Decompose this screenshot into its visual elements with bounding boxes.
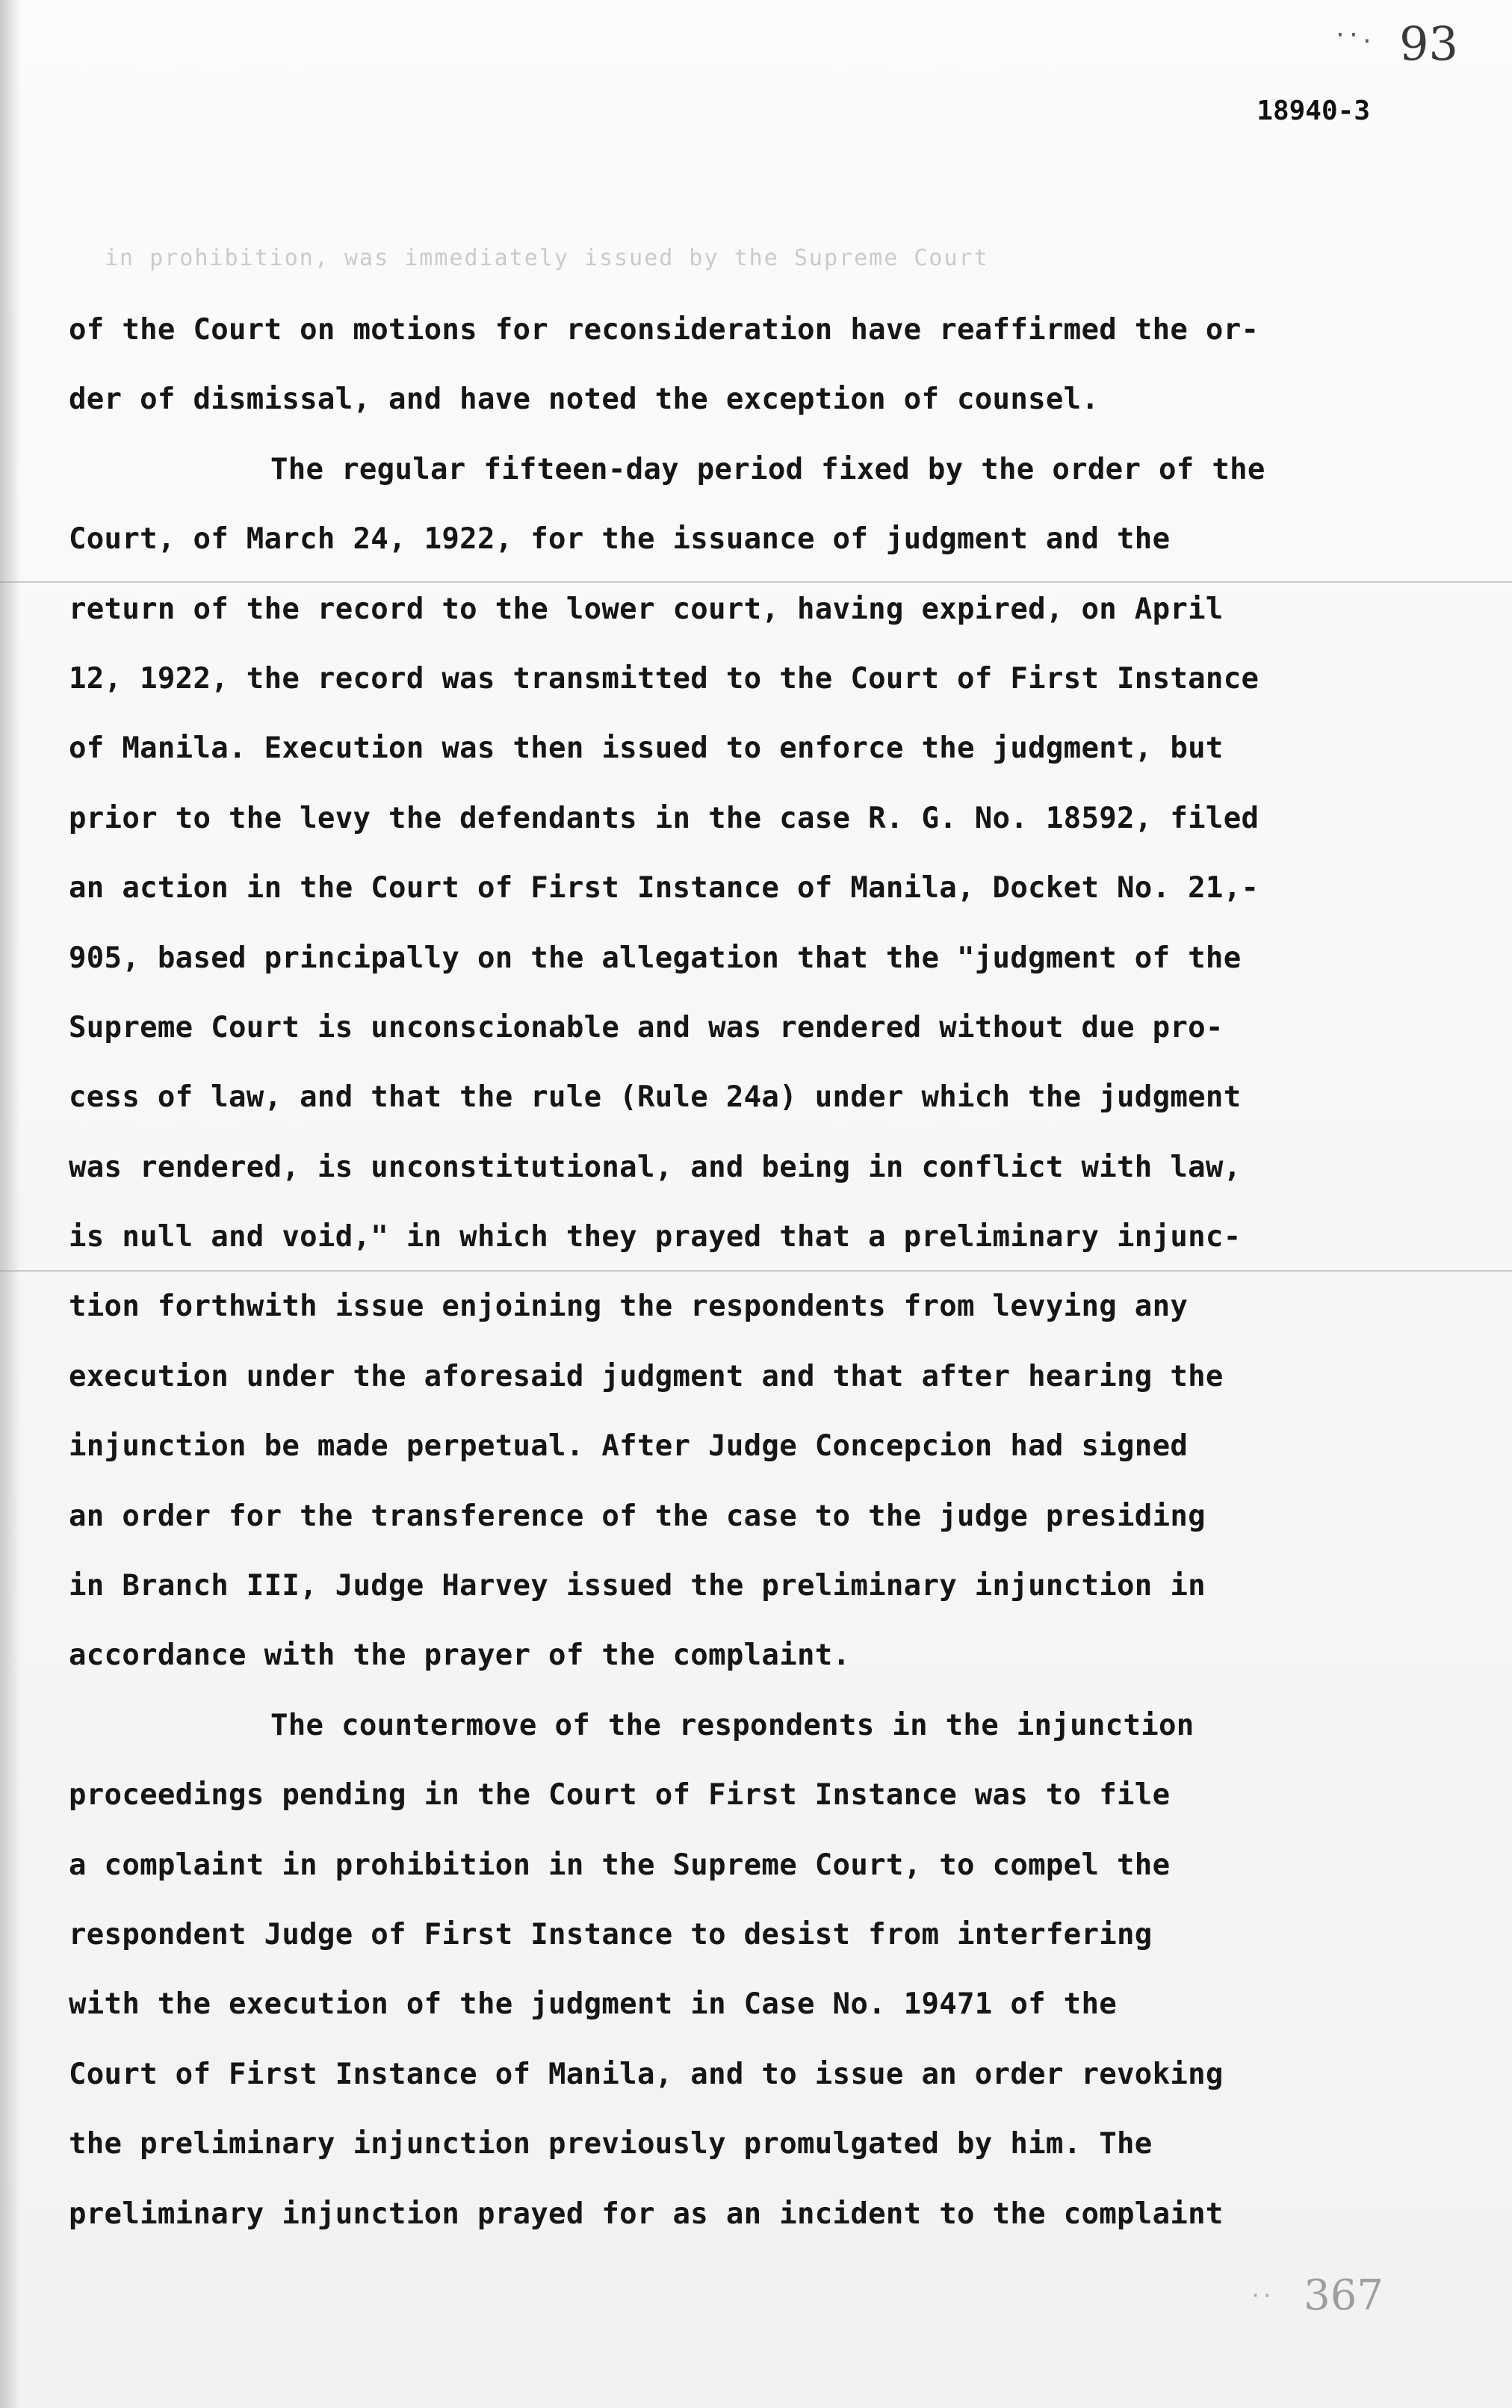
- text-line: Supreme Court is unconscionable and was rendered without due pro-: [69, 1010, 1224, 1044]
- text-line: execution under the aforesaid judgment and that after hearing the: [69, 1359, 1224, 1393]
- text-line: return of the record to the lower court, having expired, on April: [69, 592, 1224, 626]
- bleed-through-text: in prohibition, was immediately issued by the Supreme Court: [105, 245, 989, 271]
- text-line: a complaint in prohibition in the Supreme Court, to compel the: [69, 1848, 1171, 1882]
- text-line: of the Court on motions for reconsideration have reaffirmed the or-: [69, 313, 1260, 347]
- scan-edge-shadow: [0, 0, 21, 2408]
- text-line: 905, based principally on the allegation that the "judgment of the: [69, 941, 1242, 975]
- reference-number: 18940-3: [1257, 96, 1370, 126]
- page-stamp-number: 367: [1304, 2271, 1384, 2320]
- text-line: Court, of March 24, 1922, for the issuance of judgment and the: [69, 522, 1171, 557]
- text-line: respondent Judge of First Instance to desist from interfering: [69, 1917, 1153, 1952]
- folio-marks: ··.: [1333, 22, 1374, 49]
- text-line: injunction be made perpetual. After Judge Concepcion had signed: [69, 1429, 1189, 1464]
- typed-body-text: [69, 295, 1488, 2249]
- text-line: cess of law, and that the rule (Rule 24a) under which the judgment: [69, 1080, 1242, 1115]
- text-line: in Branch III, Judge Harvey issued the preliminary injunction in: [69, 1569, 1206, 1603]
- stamp-marks: ··: [1249, 2285, 1273, 2307]
- folio-number: 93: [1399, 16, 1458, 71]
- text-line: an order for the transference of the case to the judge presiding: [69, 1499, 1206, 1533]
- text-line: the preliminary injunction previously promulgated by him. The: [69, 2127, 1153, 2161]
- text-line: of Manila. Execution was then issued to enforce the judgment, but: [69, 731, 1224, 766]
- text-line: tion forthwith issue enjoining the respondents from levying any: [69, 1290, 1189, 1324]
- text-line: The countermove of the respondents in the injunction: [270, 1708, 1195, 1742]
- text-line: is null and void," in which they prayed that a preliminary injunc-: [69, 1220, 1242, 1254]
- text-line: was rendered, is unconstitutional, and being in conflict with law,: [69, 1150, 1242, 1184]
- text-line: proceedings pending in the Court of First Instance was to file: [69, 1778, 1171, 1813]
- text-line: The regular fifteen-day period fixed by the order of the: [270, 452, 1265, 486]
- text-line: preliminary injunction prayed for as an incident to the complaint: [69, 2197, 1224, 2231]
- text-line: an action in the Court of First Instance of Manila, Docket No. 21,-: [69, 871, 1260, 906]
- text-line: Court of First Instance of Manila, and to issue an order revoking: [69, 2057, 1224, 2091]
- text-line: 12, 1922, the record was transmitted to the Court of First Instance: [69, 661, 1260, 696]
- text-line: der of dismissal, and have noted the exception of counsel.: [69, 383, 1100, 417]
- text-line: accordance with the prayer of the complaint.: [69, 1638, 851, 1673]
- text-line: with the execution of the judgment in Case No. 19471 of the: [69, 1987, 1118, 2022]
- text-line: prior to the levy the defendants in the case R. G. No. 18592, filed: [69, 801, 1260, 835]
